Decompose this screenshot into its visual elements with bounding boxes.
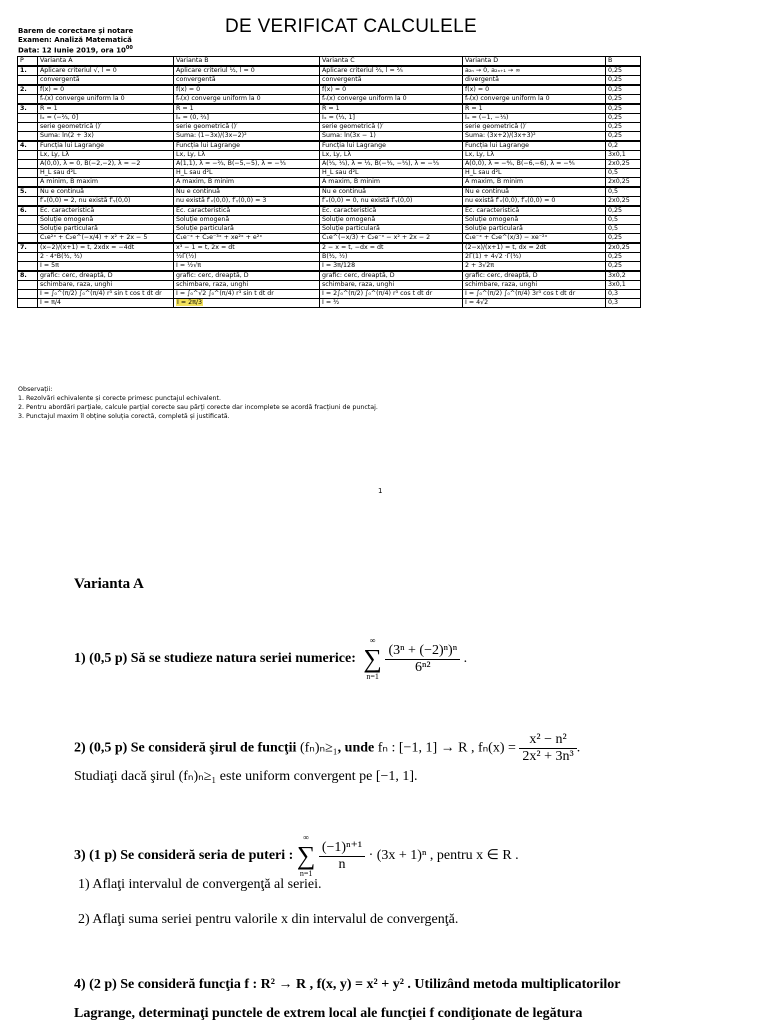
problem-3: 3) (1 p) Se consideră seria de puteri : ∞ ∑ n=1 $\frac{\text{(−1)ⁿ⁺¹}}{n}$ · (3x + 1)ⁿ , pentru x ∈ R .: [74, 833, 519, 878]
variant-cell: Soluție particulară: [463, 225, 606, 234]
score-cell: 0,25: [606, 234, 641, 244]
problem-3-question-2: 2) Aflaţi suma seriei pentru valorile x din intervalul de convergenţă.: [78, 912, 459, 927]
header-cell: Varianta D: [463, 57, 606, 67]
variant-cell: A minim, B maxim: [38, 178, 174, 188]
score-cell: 2x0,25: [606, 178, 641, 188]
table-row: [18, 290, 641, 299]
problem-2-line2: Studiaţi dacă şirul (fₙ)ₙ≥₁ este uniform convergent pe [−1, 1].: [74, 769, 418, 784]
problem-number-cell: 7.: [18, 243, 38, 253]
problem-number-cell: [18, 234, 38, 244]
problem-number-cell: 4.: [18, 141, 38, 151]
variant-cell: I = ½√π: [174, 262, 320, 272]
variant-cell: 2 − x = t, −dx = dt: [320, 243, 463, 253]
variant-cell: I = 5π: [38, 262, 174, 272]
variant-cell: ½Γ(½): [174, 253, 320, 262]
table-body: [18, 66, 641, 308]
score-cell: 0,3: [606, 290, 641, 299]
score-cell: 0,25: [606, 253, 641, 262]
header-cell: Varianta B: [174, 57, 320, 67]
variant-cell: A maxim, B minim: [463, 178, 606, 188]
problem-number-cell: [18, 160, 38, 169]
variant-cell: grafic: cerc, dreaptă, D: [320, 271, 463, 281]
problem-number-cell: [18, 290, 38, 299]
variant-cell: Soluție omogenă: [320, 216, 463, 225]
table-row: [18, 206, 641, 216]
score-cell: 0,25: [606, 132, 641, 142]
score-cell: 0,25: [606, 76, 641, 86]
variant-cell: convergentă: [320, 76, 463, 86]
variant-cell: I = π/4: [38, 299, 174, 308]
variant-cell: Funcția lui Lagrange: [463, 141, 606, 151]
score-cell: 0,25: [606, 123, 641, 132]
variant-cell: Soluție particulară: [174, 225, 320, 234]
variant-cell: I = ∫₀^(π/2) ∫₀^(π/4) 3r³ cos t dt dr: [463, 290, 606, 299]
variant-cell: grafic: cerc, dreaptă, D: [463, 271, 606, 281]
variant-cell: Soluție particulară: [38, 225, 174, 234]
table-row: [18, 151, 641, 160]
variant-cell: I = ∫₀^(π/2) ∫₀^(π/4) r³ sin t cos t dt dr: [38, 290, 174, 299]
variant-cell: serie geometrică ()′: [38, 123, 174, 132]
header-cell: P: [18, 57, 38, 67]
table-row: [18, 169, 641, 178]
variant-cell: Nu e continuă: [174, 187, 320, 197]
problem-number-cell: 2.: [18, 85, 38, 95]
variant-cell: Suma: ln(3x − 1): [320, 132, 463, 142]
score-cell: 0,25: [606, 66, 641, 76]
observation-item: 1. Rezolvări echivalente și corecte primesc punctajul echivalent.: [18, 395, 222, 402]
variant-cell: (2−x)/(x+1) = t, dx = 2dt: [463, 243, 606, 253]
problem-1-fraction: $\frac{\text{(3ⁿ + (−2)ⁿ)ⁿ}}{\text{6ⁿ²}}$: [385, 643, 460, 676]
variant-cell: Aplicare criteriul √, l = 0: [38, 66, 174, 76]
header-line-exam: Examen: Analiză Matematică: [18, 35, 132, 44]
observations-title: Observații:: [18, 386, 53, 393]
header-line-date: Data: 12 Iunie 2019, ora $10^{00}$: [18, 45, 133, 55]
table-row: [18, 262, 641, 272]
problem-2-text: 2) (0,5 p) Se consideră şirul de funcţii: [74, 740, 297, 756]
variant-cell: Ec. caracteristică: [38, 206, 174, 216]
variant-cell: A(¹⁄₃, ¹⁄₃), λ = ¹⁄₃, B(−⁵⁄₃, −⁵⁄₃), λ = −⁵⁄₃: [320, 160, 463, 169]
variant-cell: Iₓ = (−1, −¹⁄₃): [463, 114, 606, 123]
problem-number-cell: 8.: [18, 271, 38, 281]
problem-number-cell: [18, 169, 38, 178]
variant-cell: Nu e continuă: [38, 187, 174, 197]
score-cell: 0,2: [606, 141, 641, 151]
table-row: [18, 243, 641, 253]
sum-symbol: ∞ ∑ n=1: [363, 636, 382, 681]
problem-number-cell: 5.: [18, 187, 38, 197]
variant-cell: fₙ(x) converge uniform la 0: [38, 95, 174, 105]
sequence-symbol: (fₙ)ₙ≥₁: [299, 740, 338, 756]
table-row: [18, 187, 641, 197]
table-row: [18, 95, 641, 105]
variant-cell: schimbare, raza, unghi: [38, 281, 174, 290]
table-row: [18, 160, 641, 169]
score-cell: 2x0,25: [606, 197, 641, 207]
observation-item: 3. Punctajul maxim îl obține soluția corectă, completă și justificată.: [18, 413, 230, 420]
variant-cell: A maxim, B minim: [174, 178, 320, 188]
variant-cell: f′ₓ(0,0) = 0, nu există f′ᵧ(0,0): [320, 197, 463, 207]
variant-cell: B(³⁄₂, ½): [320, 253, 463, 262]
problem-number-cell: [18, 151, 38, 160]
problem-number-cell: [18, 225, 38, 234]
variant-cell: Soluție omogenă: [463, 216, 606, 225]
problem-4-line2: Lagrange, determinaţi punctele de extrem local ale funcţiei f condiţionate de legătura: [74, 1006, 583, 1021]
variant-cell: serie geometrică ()′: [174, 123, 320, 132]
variant-cell: x³ − 1 = t, 2x = dt: [174, 243, 320, 253]
variant-cell: A(1,1), λ = −²⁄₃, B(−5,−5), λ = −⁵⁄₃: [174, 160, 320, 169]
score-cell: 0,25: [606, 104, 641, 114]
table-row: [18, 225, 641, 234]
problem-number-cell: [18, 76, 38, 86]
variant-cell: Aplicare criteriul ²⁄₃, l = ²⁄₅: [320, 66, 463, 76]
grading-table: [17, 56, 641, 308]
variant-cell: grafic: cerc, dreaptă, D: [38, 271, 174, 281]
problem-number-cell: [18, 216, 38, 225]
variant-cell: C₁e⁻ˣ + C₂e^(x/3) − xe⁻²ˣ: [463, 234, 606, 244]
variant-cell: Lx, Ly, Lλ: [320, 151, 463, 160]
header-cell: B: [606, 57, 641, 67]
table-row: [18, 197, 641, 207]
variant-cell: Soluție omogenă: [38, 216, 174, 225]
variant-cell: A(0,0), λ = −⁶⁄₅, B(−6,−6), λ = −⁶⁄₅: [463, 160, 606, 169]
variant-cell: fₙ(x) converge uniform la 0: [320, 95, 463, 105]
highlighted-answer: I = 2π/3: [177, 299, 203, 306]
score-cell: 0,25: [606, 206, 641, 216]
variant-cell: nu există f′ₓ(0,0), f′ᵧ(0,0) = 3: [174, 197, 320, 207]
variant-title: Varianta A: [74, 576, 144, 592]
variant-cell: schimbare, raza, unghi: [463, 281, 606, 290]
problem-3-text: 3) (1 p) Se consideră seria de puteri :: [74, 848, 294, 864]
table-row: [18, 123, 641, 132]
variant-cell: Lx, Ly, Lλ: [463, 151, 606, 160]
variant-cell: H_L sau d²L: [174, 169, 320, 178]
variant-cell: serie geometrică ()′: [463, 123, 606, 132]
problem-number-cell: [18, 262, 38, 272]
problem-1-text: 1) (0,5 p) Să se studieze natura seriei numerice:: [74, 651, 356, 667]
score-cell: 0,25: [606, 114, 641, 123]
variant-cell: I = ³⁄₂: [320, 299, 463, 308]
variant-cell: Funcția lui Lagrange: [320, 141, 463, 151]
variant-cell: f′ₓ(0,0) = 2, nu există f′ᵧ(0,0): [38, 197, 174, 207]
table-row: [18, 104, 641, 114]
table-row: [18, 132, 641, 142]
variant-cell: (x−2)/(x+1) = t, 2xdx = −4dt: [38, 243, 174, 253]
problem-3-question-1: 1) Aflaţi intervalul de convergenţă al seriei.: [78, 877, 322, 892]
problem-number-cell: [18, 132, 38, 142]
variant-cell: f(x) = 0: [320, 85, 463, 95]
observation-item: 2. Pentru abordări parțiale, calcule parțial corecte sau părți corecte dar incomplete se acordă fracțiuni de punctaj.: [18, 404, 378, 411]
sum-symbol: ∞ ∑ n=1: [296, 833, 316, 878]
table-header-row: [18, 57, 641, 67]
score-cell: 0,5: [606, 225, 641, 234]
variant-cell: Iₓ = (0, ²⁄₃]: [174, 114, 320, 123]
score-cell: 0,25: [606, 85, 641, 95]
problem-3-fraction: $\frac{\text{(−1)ⁿ⁺¹}}{n}$: [319, 839, 365, 873]
problem-1: 1) (0,5 p) Să se studieze natura seriei numerice: ∞ ∑ n=1 $\frac{\text{(3ⁿ + (−2)ⁿ)ⁿ}}{\text{6ⁿ²}}$ .: [74, 636, 468, 681]
variant-cell: Aplicare criteriul ¹⁄₂, l = 0: [174, 66, 320, 76]
problem-2: 2) (0,5 p) Se consideră şirul de funcţii (fₙ)ₙ≥₁, unde fₙ : [−1, 1] → R , fₙ(x) = $\frac{\text{x² − n²}}{\text{2x² + 3n³}}$ .: [74, 732, 581, 764]
table-row: [18, 141, 641, 151]
problem-number-cell: [18, 253, 38, 262]
table-row: [18, 216, 641, 225]
score-cell: 2x0,25: [606, 243, 641, 253]
table-row: [18, 299, 641, 308]
variant-cell: Funcția lui Lagrange: [38, 141, 174, 151]
variant-cell: Iₓ = (¹⁄₃, 1]: [320, 114, 463, 123]
problem-2-fraction: $\frac{\text{x² − n²}}{\text{2x² + 3n³}}$: [519, 732, 576, 765]
variant-cell: [174, 299, 320, 308]
table-row: [18, 234, 641, 244]
variant-cell: Ec. caracteristică: [174, 206, 320, 216]
variant-cell: Nu e continuă: [463, 187, 606, 197]
variant-cell: I = 2∫₀^(π/2) ∫₀^(π/4) r³ cos t dt dr: [320, 290, 463, 299]
variant-cell: serie geometrică ()′: [320, 123, 463, 132]
header-cell: Varianta C: [320, 57, 463, 67]
problem-4: 4) (2 p) Se consideră funcţia f : R² → R , f(x, y) = x² + y² . Utilizând metoda multiplicatorilor: [74, 977, 621, 992]
variant-cell: fₙ(x) converge uniform la 0: [463, 95, 606, 105]
header-cell: Varianta A: [38, 57, 174, 67]
variant-cell: C₁e^(−x/3) + C₂e⁻ˣ − x² + 2x − 2: [320, 234, 463, 244]
problem-number-cell: [18, 114, 38, 123]
variant-cell: Suma: (3x+2)/(3x+3)²: [463, 132, 606, 142]
score-cell: 0,25: [606, 95, 641, 105]
problem-number-cell: [18, 123, 38, 132]
variant-cell: Funcția lui Lagrange: [174, 141, 320, 151]
table-row: [18, 85, 641, 95]
table-row: [18, 281, 641, 290]
variant-cell: Lx, Ly, Lλ: [174, 151, 320, 160]
variant-cell: R = 1: [463, 104, 606, 114]
page-title: DE VERIFICAT CALCULELE: [225, 16, 477, 37]
variant-cell: 2Γ(1) + 4√2 ·Γ(³⁄₂): [463, 253, 606, 262]
table-row: [18, 253, 641, 262]
score-cell: 0,3: [606, 299, 641, 308]
variant-cell: schimbare, raza, unghi: [174, 281, 320, 290]
variant-cell: divergentă: [463, 76, 606, 86]
variant-cell: Iₓ = (−²⁄₃, 0]: [38, 114, 174, 123]
variant-cell: I = 3π/128: [320, 262, 463, 272]
table-row: [18, 76, 641, 86]
problem-number-cell: 3.: [18, 104, 38, 114]
exam-header: [18, 27, 133, 55]
variant-cell: C₁e²ˣ + C₂e^(−x/4) + x² + 2x − 5: [38, 234, 174, 244]
variant-cell: f(x) = 0: [463, 85, 606, 95]
header-line-scheme: Barem de corectare și notare: [18, 27, 134, 35]
score-cell: 3x0,1: [606, 151, 641, 160]
variant-cell: H_L sau d²L: [463, 169, 606, 178]
variant-cell: H_L sau d²L: [38, 169, 174, 178]
table-row: [18, 66, 641, 76]
table-row: [18, 178, 641, 188]
variant-cell: Ec. caracteristică: [320, 206, 463, 216]
variant-cell: Suma: (1−3x)/(3x−2)²: [174, 132, 320, 142]
function-definition: fₙ : [−1, 1] → R , fₙ(x) =: [377, 740, 516, 756]
variant-cell: convergentă: [38, 76, 174, 86]
problem-number-cell: [18, 95, 38, 105]
score-cell: 3x0,1: [606, 281, 641, 290]
variant-cell: 2 + 3√2π: [463, 262, 606, 272]
variant-cell: Ec. caracteristică: [463, 206, 606, 216]
score-cell: 2x0,25: [606, 160, 641, 169]
problem-number-cell: [18, 281, 38, 290]
variant-cell: nu există f′ₓ(0,0), f′ᵧ(0,0) = 0: [463, 197, 606, 207]
variant-cell: f(x) = 0: [38, 85, 174, 95]
observations: [18, 385, 378, 421]
score-cell: 3x0,2: [606, 271, 641, 281]
variant-cell: I = 4√2: [463, 299, 606, 308]
variant-cell: C₁e⁻ˣ + C₂e⁻³ˣ + xe²ˣ + e²ˣ: [174, 234, 320, 244]
score-cell: 0,5: [606, 216, 641, 225]
problem-number-cell: 1.: [18, 66, 38, 76]
variant-cell: grafic: cerc, dreaptă, D: [174, 271, 320, 281]
problem-number-cell: [18, 299, 38, 308]
problem-number-cell: [18, 178, 38, 188]
score-cell: 0,5: [606, 187, 641, 197]
problem-number-cell: [18, 197, 38, 207]
variant-cell: Soluție omogenă: [174, 216, 320, 225]
variant-cell: fₙ(x) converge uniform la 0: [174, 95, 320, 105]
variant-cell: convergentă: [174, 76, 320, 86]
variant-cell: H_L sau d²L: [320, 169, 463, 178]
problem-number-cell: 6.: [18, 206, 38, 216]
variant-cell: 2 · 4ˣB(³⁄₂, ³⁄₂): [38, 253, 174, 262]
variant-cell: A maxim, B minim: [320, 178, 463, 188]
variant-cell: Suma: ln(2 + 3x): [38, 132, 174, 142]
variant-cell: f(x) = 0: [174, 85, 320, 95]
score-cell: 0,25: [606, 262, 641, 272]
score-cell: 0,5: [606, 169, 641, 178]
variant-cell: schimbare, raza, unghi: [320, 281, 463, 290]
table-row: [18, 114, 641, 123]
variant-cell: R = 1: [174, 104, 320, 114]
variant-cell: Soluție particulară: [320, 225, 463, 234]
variant-cell: Lx, Ly, Lλ: [38, 151, 174, 160]
variant-cell: A(0,0), λ = 0, B(−2,−2), λ = −2: [38, 160, 174, 169]
variant-cell: I = ∫₀^√2 ∫₀^(π/4) r³ sin t dt dr: [174, 290, 320, 299]
page-number: 1: [378, 487, 383, 495]
table-row: [18, 271, 641, 281]
variant-cell: a₂ₙ → 0, a₂ₙ₊₁ → ∞: [463, 66, 606, 76]
variant-cell: R = 1: [320, 104, 463, 114]
variant-cell: R = 1: [38, 104, 174, 114]
variant-cell: Nu e continuă: [320, 187, 463, 197]
